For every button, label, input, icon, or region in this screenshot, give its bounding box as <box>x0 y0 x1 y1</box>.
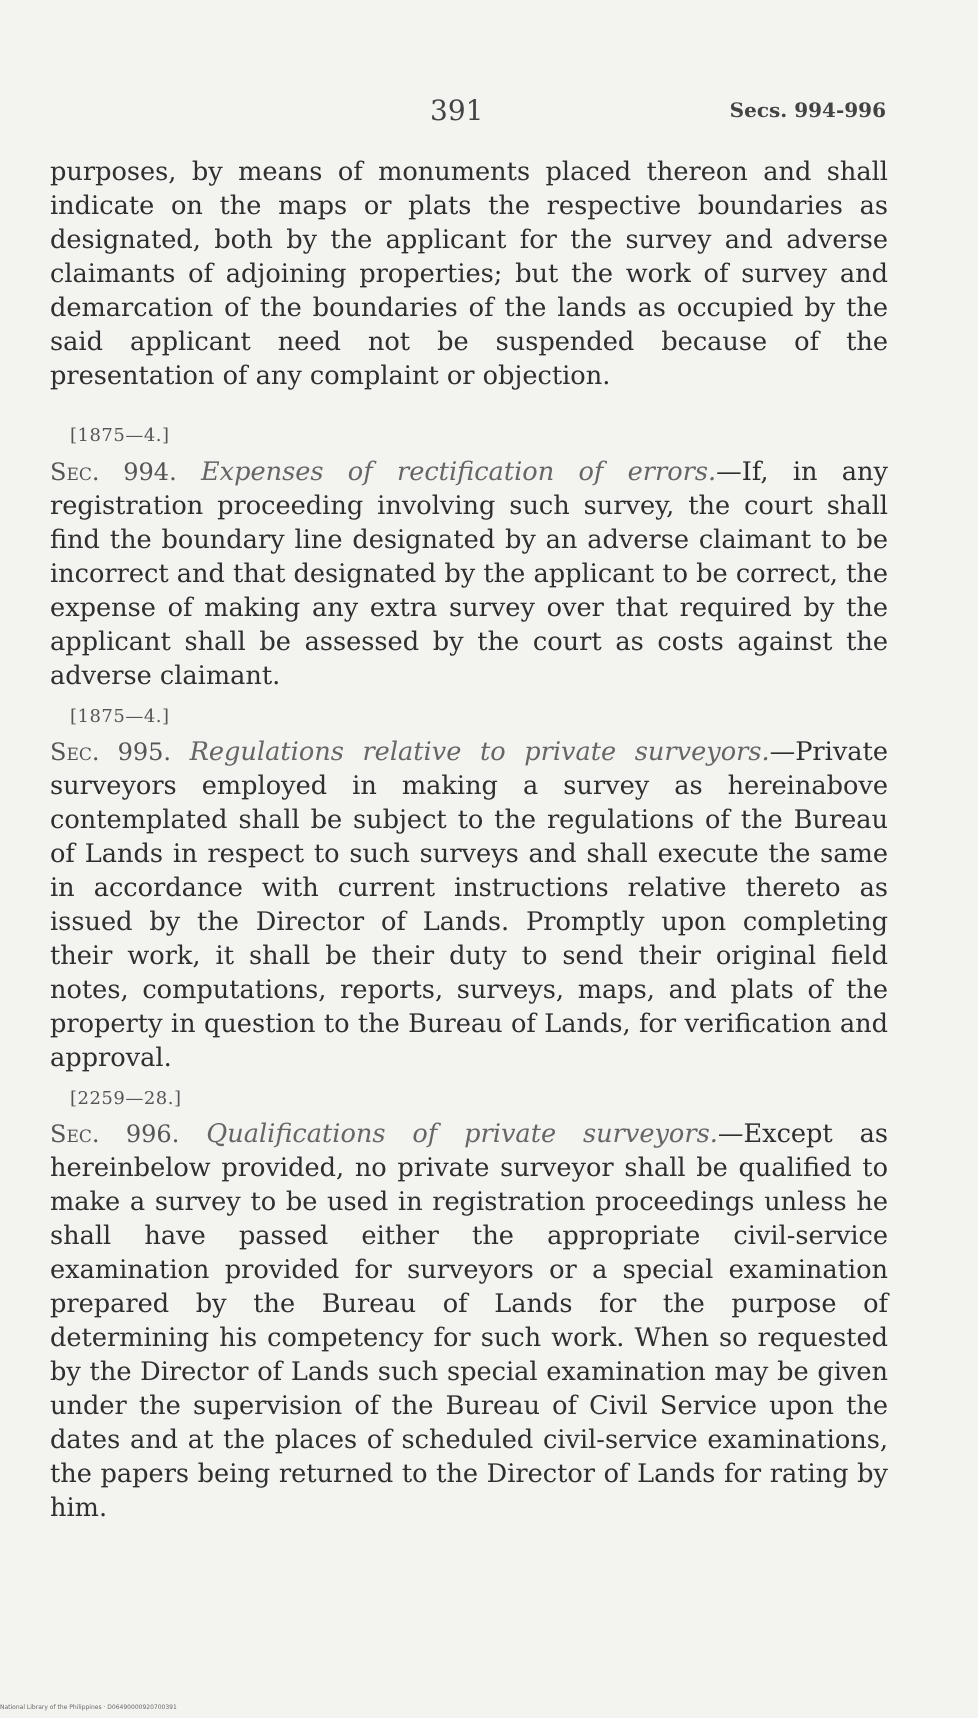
section-995-label: Sec. 995. <box>50 738 172 766</box>
page-number: 391 <box>430 94 484 127</box>
section-995-title: Regulations relative to private surveyors. <box>189 737 770 767</box>
section-994-title: Expenses of rectification of errors. <box>200 457 717 487</box>
section-996-label: Sec. 996. <box>50 1120 180 1148</box>
section-996-citation: [2259—28.] <box>70 1088 182 1109</box>
section-995 <box>50 735 888 1075</box>
section-996-body: —Except as hereinbelow provided, no private surveyor shall be qualified to make a survey to be used in registration proceedings unless he shall have passed either the appropriate civil-service examination provided for surveyors or a special examination prepared by the Bureau of Lands for the purpose of determining his competency for such work. When so requested by the Director of Lands such special examination may be given under the supervision of the Bureau of Civil Service upon the dates and at the places of scheduled civil-service examinations, the papers being returned to the Director of Lands for rating by him. <box>50 1119 889 1523</box>
section-range: Secs. 994-996 <box>729 98 886 122</box>
intro-paragraph: purposes, by means of monuments placed thereon and shall indicate on the maps or plats the respective boundaries as designated, both by the applicant for the survey and adverse claimants of adjoining properties; but the work of survey and demarcation of the boundaries of the lands as occupied by the said applicant need not be suspended because of the presentation of any complaint or objection. <box>50 157 888 391</box>
page-header <box>0 94 978 134</box>
section-996 <box>50 1117 888 1525</box>
source-label: National Library of the Philippines · D06490000920700391 <box>0 1704 177 1711</box>
section-995-citation: [1875—4.] <box>70 706 170 727</box>
section-994-label: Sec. 994. <box>50 458 177 486</box>
section-996-title: Qualifications of private surveyors. <box>206 1119 718 1149</box>
section-994-citation: [1875—4.] <box>70 425 170 446</box>
section-994 <box>50 455 888 693</box>
section-995-body: —Private surveyors employed in making a survey as hereinabove contemplated shall be subject to the regulations of the Bureau of Lands in respect to such surveys and shall execute the same in accordance with current instructions relative thereto as issued by the Director of Lands. Promptly upon completing their work, it shall be their duty to send their original field notes, computations, reports, surveys, maps, and plats of the property in question to the Bureau of Lands, for verification and approval. <box>50 737 888 1073</box>
section-994-body: —If, in any registration proceeding involving such survey, the court shall find the boundary line designated by an adverse claimant to be incorrect and that designated by the applicant to be correct, the expense of making any extra survey over that required by the applicant shall be assessed by the court as costs against the adverse claimant. <box>50 457 888 691</box>
